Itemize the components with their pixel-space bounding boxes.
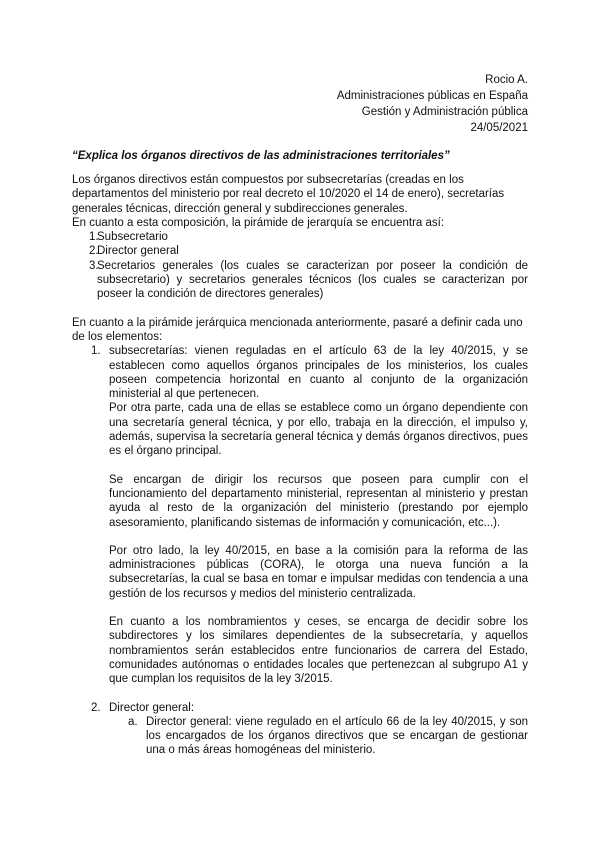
sublist-item <box>72 715 528 758</box>
author-name: Rocio A. <box>485 74 528 86</box>
list-item <box>72 259 528 302</box>
list-item-subsecretarias <box>72 344 528 686</box>
document-header <box>337 72 528 136</box>
list-letter: a. <box>128 715 138 728</box>
list-text: Secretarios generales (los cuales se caracterizan por poseer la condición de subsecretario) y secretarios generales técnicos (los cuales se caracterizan por poseer la condición de directores generales) <box>97 259 528 301</box>
document-body <box>72 173 528 758</box>
list-number: 1. <box>91 345 101 358</box>
paragraph: Se encargan de dirigir los recursos que poseen para cumplir con el funcionamiento del departamento ministerial, representan al ministerio y prestan ayuda al resto de la organización del ministerio (prestando por ejemplo asesoramiento, planificando sistemas de información y comunicación, etc...). <box>109 473 528 529</box>
list-text: Director general <box>97 245 179 258</box>
paragraph: En cuanto a los nombramientos y ceses, se encarga de decidir sobre los subdirectores y los similares dependientes de la subsecretaría, y aquellos nombramientos serán establecidos entre funcionarios de carrera del Estado, comunidades autónomas o entidades locales que pertenezcan al subgrupo A1 y que cumplan los requisitos de la ley 3/2015. <box>109 616 528 686</box>
pyramid-list <box>72 230 528 301</box>
list-number: 2. <box>89 245 99 258</box>
list-text: Director general: viene regulado en el artículo 66 de la ley 40/2015, y son los encargados de los órganos directivos que se encargan de gestionar una o más áreas homogéneas del ministerio. <box>146 715 528 757</box>
list-item <box>72 244 528 258</box>
list-item <box>72 230 528 244</box>
composition-lead: En cuanto a esta composición, la pirámide de jerarquía se encuentra así: <box>72 216 445 229</box>
document-title: “Explica los órganos directivos de las administraciones territoriales” <box>72 150 450 162</box>
intro-paragraph: Los órganos directivos están compuestos por subsecretarías (creadas en los departamentos del ministerio por real decreto el 10/2020 el 14 de enero), secretarías generales técnicas, dirección general y subdirecciones generales. <box>72 174 505 215</box>
paragraph: Por otra parte, cada una de ellas se establece como un órgano dependiente con una secretaría general técnica, y por ello, trabaja en la dirección, el impulso y, además, supervisa la secretaría general técnica y demás órganos directivos, pues es el órgano principal. <box>109 402 528 458</box>
list-number: 1. <box>89 231 99 244</box>
list-number: 2. <box>91 701 101 714</box>
list-text: Director general: <box>109 701 195 714</box>
course-line: Gestión y Administración pública <box>361 106 528 118</box>
list-item-director-general <box>72 701 528 715</box>
subject-line: Administraciones públicas en España <box>336 90 528 102</box>
list-text: Subsecretario <box>97 231 168 244</box>
define-lead: En cuanto a la pirámide jerárquica mencionada anteriormente, pasaré a definir cada uno de los elementos: <box>72 316 523 343</box>
paragraph: Por otro lado, la ley 40/2015, en base a la comisión para la reforma de las administraciones públicas (CORA), le otorga una nueva función a la subsecretarías, la cual se basa en tomar e impulsar medidas con tendencia a una gestión de los recursos y medios del ministerio centralizada. <box>109 544 528 600</box>
list-number: 3. <box>89 259 99 272</box>
paragraph: subsecretarías: vienen reguladas en el artículo 63 de la ley 40/2015, y se establecen como aquellos órganos principales de los ministerios, los cuales poseen competencia horizontal en cuanto al conjunto de la organización ministerial al que pertenecen. <box>109 345 528 401</box>
date-line: 24/05/2021 <box>470 122 528 134</box>
